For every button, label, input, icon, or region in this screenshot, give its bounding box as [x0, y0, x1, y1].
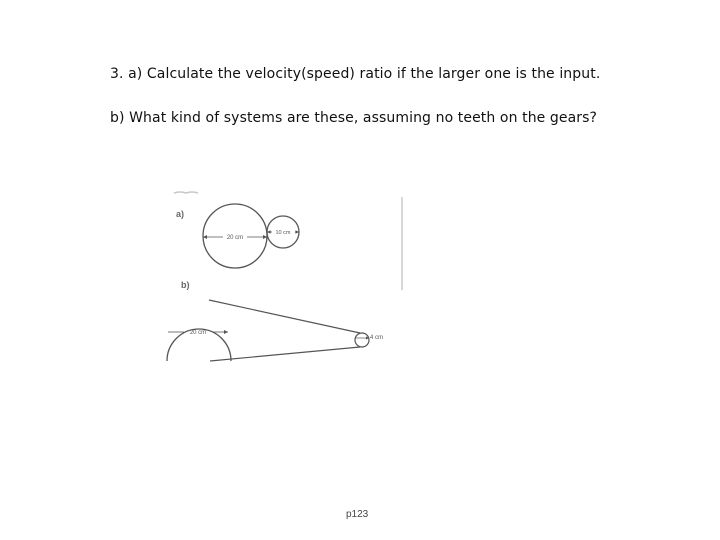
figure-part-b-label: b) [181, 280, 190, 290]
textbook-figure [160, 185, 410, 365]
arrowhead-right-icon [224, 330, 228, 334]
pulley-b-small-circle [355, 333, 369, 347]
figure-svg [160, 185, 410, 365]
belt-top-line [209, 300, 360, 333]
gear-a-small-diameter-label: 10 cm [275, 230, 291, 236]
figure-part-a-label: a) [176, 209, 185, 219]
pulley-b-large-diameter-label: 20 cm [189, 330, 207, 336]
pulley-b-small-diameter-label: 4 cm [370, 335, 384, 341]
cropped-heading-fragment [174, 192, 198, 193]
page-number: p123 [346, 509, 369, 520]
question-b-text: b) What kind of systems are these, assuming no teeth on the gears? [110, 110, 598, 126]
gear-a-large-diameter-label: 20 cm [226, 235, 244, 241]
question-a-text: 3. a) Calculate the velocity(speed) ratio if the larger one is the input. [110, 66, 601, 82]
belt-bottom-line [210, 347, 360, 361]
